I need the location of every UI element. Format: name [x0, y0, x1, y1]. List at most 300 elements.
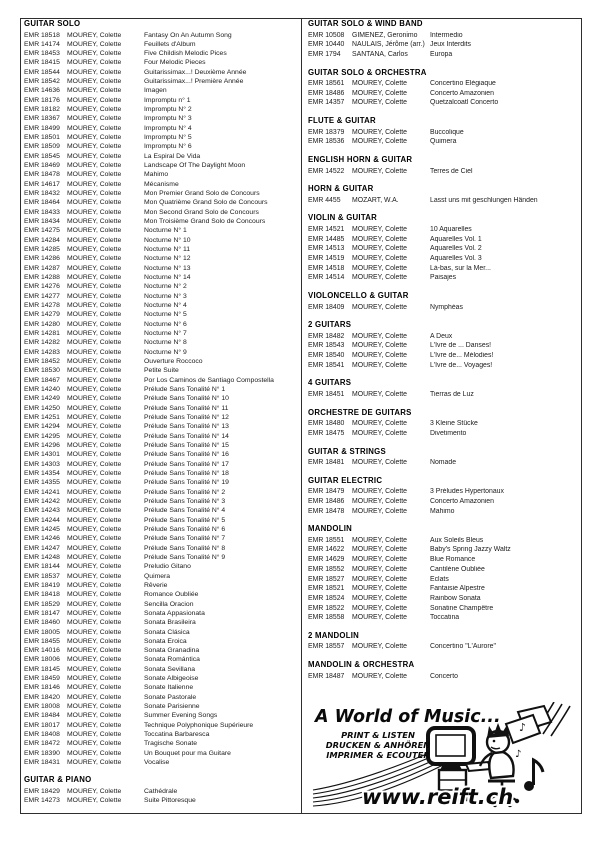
emr-number: EMR 14485 [308, 235, 345, 243]
composer-name: MOUREY, Colette [352, 604, 408, 612]
catalog-row [24, 227, 298, 236]
catalog-row [24, 750, 298, 759]
piece-title: Prélude Sans Tonalité N° 8 [144, 544, 226, 552]
piece-title: 3 Préludes Hypertonaux [430, 488, 504, 496]
section-heading: MANDOLIN & ORCHESTRA [308, 660, 415, 670]
emr-number: EMR 18451 [308, 390, 345, 398]
emr-number: EMR 18557 [308, 643, 345, 651]
composer-name: MOUREY, Colette [352, 167, 408, 175]
catalog-row [24, 134, 298, 143]
catalog-row [24, 405, 298, 414]
catalog-row [308, 168, 578, 178]
emr-number: EMR 14278 [24, 302, 60, 310]
catalog-row [24, 321, 298, 330]
composer-name: MOUREY, Colette [352, 99, 408, 107]
catalog-row [24, 162, 298, 171]
emr-number: EMR 18540 [308, 352, 345, 360]
emr-number: EMR 14275 [24, 227, 60, 235]
emr-number: EMR 14518 [308, 264, 345, 272]
piece-title: Nocturne N° 6 [144, 320, 187, 328]
composer-name: MOUREY, Colette [67, 497, 122, 505]
piece-title: Sonate Italienne [144, 684, 194, 692]
emr-number: EMR 18479 [308, 488, 345, 496]
composer-name: MOUREY, Colette [67, 721, 122, 729]
emr-number: EMR 14355 [24, 479, 60, 487]
composer-name: MOUREY, Colette [67, 171, 122, 179]
emr-number: EMR 18487 [308, 672, 345, 680]
piece-title: Preludio Gitano [144, 563, 191, 571]
piece-title: Nocturne N° 11 [144, 246, 191, 254]
composer-name: MOUREY, Colette [352, 254, 408, 262]
piece-title: Prélude Sans Tonalité N° 10 [144, 395, 229, 403]
emr-number: EMR 18518 [24, 31, 60, 39]
emr-number: EMR 14273 [24, 797, 60, 805]
emr-number: EMR 18481 [308, 459, 345, 466]
emr-number: EMR 18367 [24, 115, 60, 123]
piece-title: Prélude Sans Tonalité N° 1 [144, 385, 226, 393]
catalog-row [24, 423, 298, 432]
piece-title: Impromptu N° 4 [144, 124, 192, 132]
emr-number: EMR 18418 [24, 591, 60, 599]
section-heading: GUITAR ELECTRIC [308, 475, 383, 485]
catalog-row [24, 442, 298, 451]
piece-title: L'Ivre de... Voyages! [430, 361, 493, 369]
composer-name: MOZART, W.A. [352, 196, 399, 204]
emr-number: EMR 18455 [24, 637, 60, 645]
piece-title: Aquarelles Vol. 2 [430, 245, 482, 253]
catalog-row [24, 143, 298, 152]
piece-title: Nocturne N° 12 [144, 255, 191, 263]
section-heading: GUITAR & PIANO [24, 775, 92, 785]
catalog-column-left [24, 20, 298, 807]
composer-name: MOUREY, Colette [67, 544, 122, 552]
section-heading: GUITAR & STRINGS [308, 446, 386, 456]
piece-title: Nocturne N° 13 [144, 264, 191, 272]
emr-number: EMR 18543 [308, 342, 345, 350]
catalog-row [308, 546, 578, 556]
piece-title: Prélude Sans Tonalité N° 18 [144, 469, 229, 477]
composer-name: MOUREY, Colette [67, 712, 122, 720]
logo-tagline: A World of Music... [315, 707, 501, 727]
catalog-row [308, 129, 578, 139]
section-heading: GUITAR SOLO & WIND BAND [308, 19, 423, 28]
piece-title: Rêverie [144, 581, 168, 589]
emr-number: EMR 4455 [308, 196, 341, 204]
section-heading: GUITAR SOLO & ORCHESTRA [308, 67, 427, 77]
composer-name: MOUREY, Colette [67, 535, 122, 543]
emr-number: EMR 18433 [24, 208, 60, 216]
composer-name: MOUREY, Colette [352, 556, 408, 564]
composer-name: MOUREY, Colette [352, 138, 408, 146]
piece-title: Sonata Clásica [144, 628, 190, 636]
composer-name: MOUREY, Colette [352, 585, 408, 593]
emr-number: EMR 18379 [308, 128, 345, 136]
catalog-row [24, 712, 298, 721]
catalog-row [24, 535, 298, 544]
piece-title: Blue Romance [430, 556, 476, 564]
composer-name: MOUREY, Colette [67, 124, 122, 132]
emr-number: EMR 14636 [24, 87, 60, 95]
composer-name: MOUREY, Colette [67, 479, 122, 487]
emr-number: EMR 18464 [24, 199, 60, 207]
composer-name: MOUREY, Colette [67, 152, 122, 160]
piece-title: Un Bouquet pour ma Guitare [144, 749, 231, 757]
piece-title: Nocturne N° 10 [144, 236, 191, 244]
catalog-row [308, 614, 578, 624]
piece-title: Mon Second Grand Solo de Concours [144, 208, 259, 216]
piece-title: Rainbow Sonata [430, 594, 481, 602]
composer-name: MOUREY, Colette [67, 684, 122, 692]
catalog-row [24, 666, 298, 675]
piece-title: Suite Pittoresque [144, 797, 196, 805]
composer-name: MOUREY, Colette [67, 740, 122, 748]
catalog-row [24, 302, 298, 311]
piece-title: Fantaisie Alpestre [430, 585, 485, 593]
composer-name: MOUREY, Colette [352, 128, 408, 136]
composer-name: MOUREY, Colette [67, 460, 122, 468]
composer-name: MOUREY, Colette [352, 507, 408, 515]
catalog-column-right [308, 20, 578, 682]
piece-title: Prélude Sans Tonalité N° 16 [144, 451, 229, 459]
emr-number: EMR 18420 [24, 693, 60, 701]
composer-name: MOUREY, Colette [67, 703, 122, 711]
catalog-row [308, 90, 578, 100]
section-heading: 2 GUITARS [308, 320, 352, 330]
piece-title: Concerto Amazonien [430, 497, 494, 505]
catalog-row [24, 106, 298, 115]
catalog-row [308, 80, 578, 90]
piece-title: Nocturne N° 4 [144, 302, 187, 310]
catalog-row [24, 209, 298, 218]
composer-name: MOUREY, Colette [67, 40, 122, 48]
piece-title: Mécanisme [144, 180, 179, 188]
emr-number: EMR 18460 [24, 619, 60, 627]
piece-title: Sonatine Champêtre [430, 604, 494, 612]
composer-name: MOUREY, Colette [67, 236, 122, 244]
piece-title: Prélude Sans Tonalité N° 19 [144, 479, 229, 487]
catalog-row [24, 78, 298, 87]
piece-title: Concerto Amazonien [430, 89, 494, 97]
catalog-row [308, 197, 578, 207]
catalog-row [24, 171, 298, 180]
emr-number: EMR 18521 [308, 585, 345, 593]
piece-title: Sonata Sevillana [144, 665, 196, 673]
emr-number: EMR 14248 [24, 553, 60, 561]
piece-title: Guitarissimax...! Deuxième Année [144, 68, 247, 76]
emr-number: EMR 18478 [24, 171, 60, 179]
catalog-row [24, 684, 298, 693]
catalog-row [24, 731, 298, 740]
catalog-row [24, 675, 298, 684]
emr-number: EMR 18469 [24, 162, 60, 170]
composer-name: MOUREY, Colette [352, 235, 408, 243]
piece-title: Eclats [430, 575, 449, 583]
section-heading: VIOLONCELLO & GUITAR [308, 291, 409, 300]
emr-number: EMR 18542 [24, 78, 60, 86]
catalog-row [24, 722, 298, 731]
catalog-row [24, 788, 298, 797]
composer-name: MOUREY, Colette [67, 59, 122, 67]
emr-number: EMR 18432 [24, 190, 60, 198]
piece-title: Summer Evening Songs [144, 712, 218, 720]
emr-number: EMR 14519 [308, 254, 345, 262]
emr-number: EMR 18415 [24, 59, 60, 67]
composer-name: MOUREY, Colette [67, 31, 122, 39]
catalog-row [24, 377, 298, 386]
emr-number: EMR 14295 [24, 432, 60, 440]
piece-title: Fantasy On An Autumn Song [144, 31, 232, 39]
composer-name: MOUREY, Colette [67, 115, 122, 123]
piece-title: Technique Polyphonique Supérieure [144, 721, 254, 729]
piece-title: Prélude Sans Tonalité N° 14 [144, 432, 229, 440]
composer-name: MOUREY, Colette [67, 68, 122, 76]
catalog-row [24, 554, 298, 563]
catalog-row [24, 629, 298, 638]
catalog-row [308, 566, 578, 576]
composer-name: MOUREY, Colette [67, 357, 122, 365]
composer-name: NAULAIS, Jérôme (arr.) [352, 41, 425, 49]
piece-title: Tierras de Luz [430, 390, 474, 398]
emr-number: EMR 14276 [24, 283, 60, 291]
piece-title: Nymphéas [430, 303, 463, 311]
emr-number: EMR 18536 [308, 138, 345, 146]
catalog-row [308, 265, 578, 275]
piece-title: Prélude Sans Tonalité N° 12 [144, 413, 229, 421]
catalog-row [308, 41, 578, 51]
composer-name: SANTANA, Carlos [352, 50, 408, 58]
catalog-row [308, 342, 578, 352]
composer-name: MOUREY, Colette [67, 274, 122, 282]
composer-name: MOUREY, Colette [67, 311, 122, 319]
emr-number: EMR 18486 [308, 497, 345, 505]
emr-number: EMR 14354 [24, 469, 60, 477]
emr-number: EMR 18545 [24, 152, 60, 160]
composer-name: MOUREY, Colette [67, 134, 122, 142]
emr-number: EMR 18501 [24, 134, 60, 142]
piece-title: Imagen [144, 87, 167, 95]
emr-number: EMR 18561 [308, 80, 345, 88]
composer-name: MOUREY, Colette [67, 581, 122, 589]
catalog-row [308, 51, 578, 61]
catalog-row [308, 673, 578, 683]
emr-number: EMR 18484 [24, 712, 60, 720]
composer-name: MOUREY, Colette [67, 507, 122, 515]
piece-title: Aux Soleils Bleus [430, 536, 484, 544]
emr-number: EMR 18017 [24, 721, 60, 729]
piece-title: Intermedio [430, 31, 463, 39]
piece-title: Impromptu N° 2 [144, 106, 192, 114]
emr-number: EMR 14247 [24, 544, 60, 552]
piece-title: Prélude Sans Tonalité N° 7 [144, 535, 226, 543]
composer-name: MOUREY, Colette [352, 614, 408, 622]
piece-title: Aquarelles Vol. 1 [430, 235, 482, 243]
catalog-row [24, 461, 298, 470]
section-heading: HORN & GUITAR [308, 184, 374, 194]
catalog-row [308, 595, 578, 605]
catalog-row [24, 573, 298, 582]
piece-title: Nocturne N° 14 [144, 274, 191, 282]
emr-number: EMR 14294 [24, 423, 60, 431]
catalog-row [24, 656, 298, 665]
composer-name: MOUREY, Colette [67, 385, 122, 393]
catalog-row [24, 311, 298, 320]
emr-number: EMR 14277 [24, 292, 60, 300]
composer-name: MOUREY, Colette [67, 619, 122, 627]
composer-name: MOUREY, Colette [67, 591, 122, 599]
emr-number: EMR 14282 [24, 339, 60, 347]
composer-name: MOUREY, Colette [67, 797, 122, 805]
emr-number: EMR 14241 [24, 488, 60, 496]
composer-name: MOUREY, Colette [67, 190, 122, 198]
emr-number: EMR 18499 [24, 124, 60, 132]
catalog-row [24, 479, 298, 488]
piece-title: Sonata Granadina [144, 647, 200, 655]
emr-number: EMR 18390 [24, 749, 60, 757]
emr-number: EMR 14617 [24, 180, 60, 188]
composer-name: MOUREY, Colette [67, 572, 122, 580]
emr-number: EMR 18552 [308, 565, 345, 573]
composer-name: MOUREY, Colette [67, 693, 122, 701]
emr-number: EMR 14296 [24, 441, 60, 449]
composer-name: MOUREY, Colette [67, 423, 122, 431]
composer-name: MOUREY, Colette [352, 672, 408, 680]
composer-name: MOUREY, Colette [352, 594, 408, 602]
emr-number: EMR 18537 [24, 572, 60, 580]
composer-name: GIMENEZ, Geronimo [352, 31, 418, 39]
emr-number: EMR 18005 [24, 628, 60, 636]
piece-title: Sencilla Oracion [144, 600, 194, 608]
catalog-row [24, 395, 298, 404]
emr-number: EMR 14240 [24, 385, 60, 393]
composer-name: MOUREY, Colette [67, 563, 122, 571]
catalog-row [308, 498, 578, 508]
emr-number: EMR 18144 [24, 563, 60, 571]
piece-title: Prélude Sans Tonalité N° 3 [144, 497, 226, 505]
section-heading: ENGLISH HORN & GUITAR [308, 155, 413, 164]
piece-title: Terres de Ciel [430, 167, 473, 175]
composer-name: MOUREY, Colette [67, 525, 122, 533]
logo-website: www.reift.ch [362, 785, 514, 809]
emr-number: EMR 14303 [24, 460, 60, 468]
catalog-row [24, 199, 298, 208]
emr-number: EMR 18182 [24, 106, 60, 114]
composer-name: MOUREY, Colette [67, 609, 122, 617]
piece-title: Nocturne N° 3 [144, 292, 187, 300]
emr-number: EMR 18529 [24, 600, 60, 608]
catalog-row [24, 265, 298, 274]
emr-number: EMR 18530 [24, 367, 60, 375]
emr-number: EMR 18467 [24, 376, 60, 384]
emr-number: EMR 18459 [24, 675, 60, 683]
catalog-row [24, 330, 298, 339]
emr-number: EMR 18486 [308, 89, 345, 97]
composer-name: MOUREY, Colette [67, 50, 122, 58]
composer-name: MOUREY, Colette [352, 225, 408, 233]
catalog-row [24, 545, 298, 554]
piece-title: Prélude Sans Tonalité N° 15 [144, 441, 229, 449]
composer-name: MOUREY, Colette [67, 731, 122, 739]
piece-title: Sonata Appasionata [144, 609, 205, 617]
composer-name: MOUREY, Colette [67, 348, 122, 356]
catalog-row [308, 138, 578, 148]
catalog-row [24, 293, 298, 302]
logo-line-drucken-anhoeren: DRUCKEN & ANHÖREN [325, 740, 431, 750]
emr-number: EMR 10508 [308, 31, 345, 39]
composer-name: MOUREY, Colette [67, 759, 122, 767]
emr-number: EMR 18527 [308, 575, 345, 583]
composer-name: MOUREY, Colette [352, 488, 408, 496]
piece-title: Romance Oubliée [144, 591, 199, 599]
section-heading: ORCHESTRE DE GUITARS [308, 407, 412, 417]
piece-title: Lasst uns mit geschlungen Händen [430, 196, 538, 204]
piece-title: Sonata Romántica [144, 656, 200, 664]
catalog-row [24, 358, 298, 367]
catalog-row [24, 489, 298, 498]
catalog-row [308, 643, 578, 653]
catalog-row [24, 69, 298, 78]
column-divider [301, 18, 302, 813]
emr-number: EMR 18482 [308, 332, 345, 340]
catalog-row [24, 591, 298, 600]
catalog-row [308, 274, 578, 284]
composer-name: MOUREY, Colette [352, 546, 408, 554]
piece-title: Baby's Spring Jazzy Waltz [430, 546, 511, 554]
piece-title: Por Los Caminos de Santiago Compostella [144, 376, 274, 384]
catalog-row [24, 32, 298, 41]
catalog-row [24, 283, 298, 292]
svg-text:♪: ♪ [515, 749, 522, 760]
piece-title: Prélude Sans Tonalité N° 13 [144, 423, 229, 431]
emr-number: EMR 14286 [24, 255, 60, 263]
composer-name: MOUREY, Colette [352, 459, 408, 466]
composer-name: MOUREY, Colette [67, 432, 122, 440]
composer-name: MOUREY, Colette [352, 565, 408, 573]
piece-title: Prélude Sans Tonalité N° 11 [144, 404, 229, 412]
piece-title: Quimera [144, 572, 171, 580]
catalog-row [24, 470, 298, 479]
composer-name: MOUREY, Colette [67, 441, 122, 449]
piece-title: Prélude Sans Tonalité N° 2 [144, 488, 226, 496]
piece-title: Four Melodic Pieces [144, 59, 206, 67]
catalog-row [24, 694, 298, 703]
piece-title: Impromptu N° 6 [144, 143, 192, 151]
composer-name: MOUREY, Colette [352, 361, 408, 369]
composer-name: MOUREY, Colette [67, 656, 122, 664]
reift-logo [310, 702, 574, 816]
piece-title: Tragische Sonate [144, 740, 198, 748]
catalog-row [24, 367, 298, 376]
catalog-row [308, 537, 578, 547]
catalog-row [24, 797, 298, 806]
emr-number: EMR 18429 [24, 787, 60, 795]
piece-title: Quetzalcoatl Concerto [430, 99, 499, 107]
piece-title: Mon Premier Grand Solo de Concours [144, 190, 260, 198]
catalog-row [24, 601, 298, 610]
emr-number: EMR 14284 [24, 236, 60, 244]
catalog-row [24, 153, 298, 162]
catalog-row [24, 703, 298, 712]
emr-number: EMR 18431 [24, 759, 60, 767]
piece-title: Sonate Pastorale [144, 693, 197, 701]
composer-name: MOUREY, Colette [67, 600, 122, 608]
composer-name: MOUREY, Colette [352, 245, 408, 253]
piece-title: Mahimo [144, 171, 169, 179]
catalog-row [24, 97, 298, 106]
emr-number: EMR 14514 [308, 274, 345, 282]
catalog-row [24, 433, 298, 442]
catalog-row [24, 610, 298, 619]
piece-title: Sonata Brasileira [144, 619, 196, 627]
